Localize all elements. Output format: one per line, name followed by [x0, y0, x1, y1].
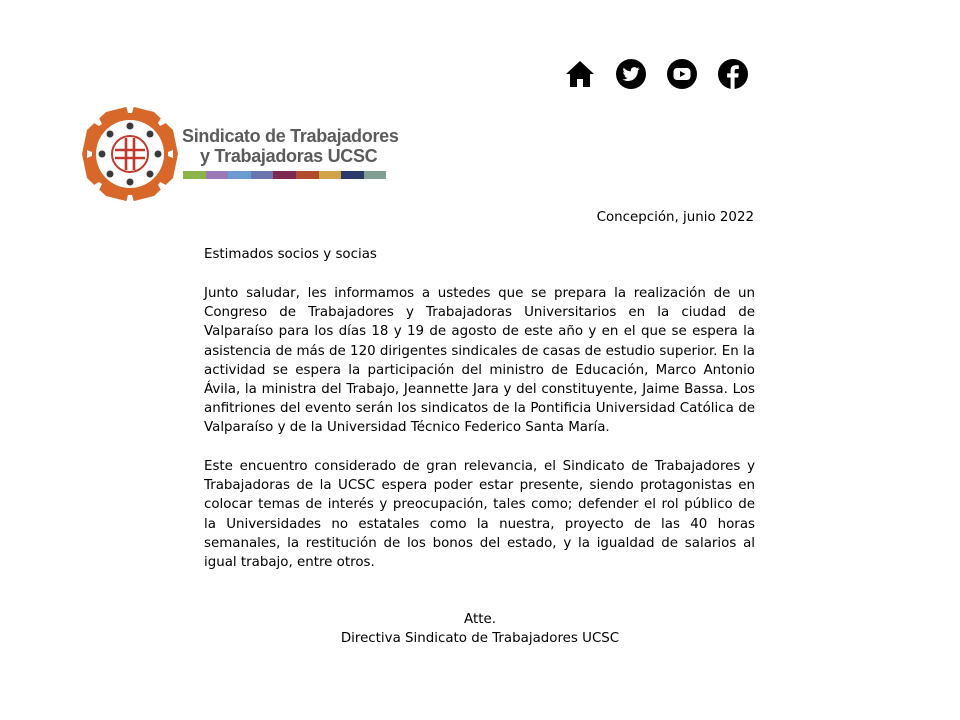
- letter-signature-block: [250, 610, 710, 648]
- union-logo: [80, 104, 399, 208]
- color-stripe-segment: [319, 171, 342, 179]
- letter-date: Concepción, junio 2022: [596, 210, 754, 225]
- color-stripe-segment: [228, 171, 251, 179]
- facebook-icon[interactable]: [717, 58, 749, 90]
- home-icon[interactable]: [564, 58, 596, 90]
- color-stripe: [183, 171, 386, 179]
- letter-paragraph-1: Junto saludar, les informamos a ustedes que se prepara la realización de un Congreso de Trabajadores y Trabajadoras Universitarios en la ciudad de Valparaíso para los días 18 y 19 de agosto de este año y en el que se espera la asistencia de más de 120 dirigentes sindicales de casas de estudio superior. En la actividad se espera la participación del ministro de Educación, Marco Antonio Ávila, la ministra del Trabajo, Jeannette Jara y del constituyente, Jaime Bassa. Los anfitriones del evento serán los sindicatos de la Pontificia Universidad Católica de Valparaíso y de la Universidad Técnico Federico Santa María.: [204, 286, 755, 436]
- color-stripe-segment: [251, 171, 274, 179]
- union-name: [182, 126, 399, 166]
- union-name-line2: y Trabajadoras UCSC: [200, 146, 378, 166]
- union-name-line1: Sindicato de Trabajadores: [182, 126, 399, 146]
- color-stripe-segment: [341, 171, 364, 179]
- social-links: [564, 58, 749, 90]
- youtube-icon[interactable]: [666, 58, 698, 90]
- twitter-icon[interactable]: [615, 58, 647, 90]
- letter-closing: Atte.: [464, 612, 496, 627]
- union-emblem-icon: [80, 104, 180, 204]
- color-stripe-segment: [364, 171, 387, 179]
- letter-greeting: Estimados socios y socias: [204, 247, 377, 262]
- letter-signatory: Directiva Sindicato de Trabajadores UCSC: [340, 631, 620, 647]
- color-stripe-segment: [206, 171, 229, 179]
- color-stripe-segment: [296, 171, 319, 179]
- color-stripe-segment: [273, 171, 296, 179]
- letter-paragraph-2: Este encuentro considerado de gran relevancia, el Sindicato de Trabajadores y Trabajadoras de la UCSC espera poder estar presente, siendo protagonistas en colocar temas de interés y preocupación, tales como; defender el rol público de la Universidades no estatales como la nuestra, proyecto de las 40 horas semanales, la restitución de los bonos del estado, y la igualdad de salarios al igual trabajo, entre otros.: [204, 459, 755, 571]
- color-stripe-segment: [183, 171, 206, 179]
